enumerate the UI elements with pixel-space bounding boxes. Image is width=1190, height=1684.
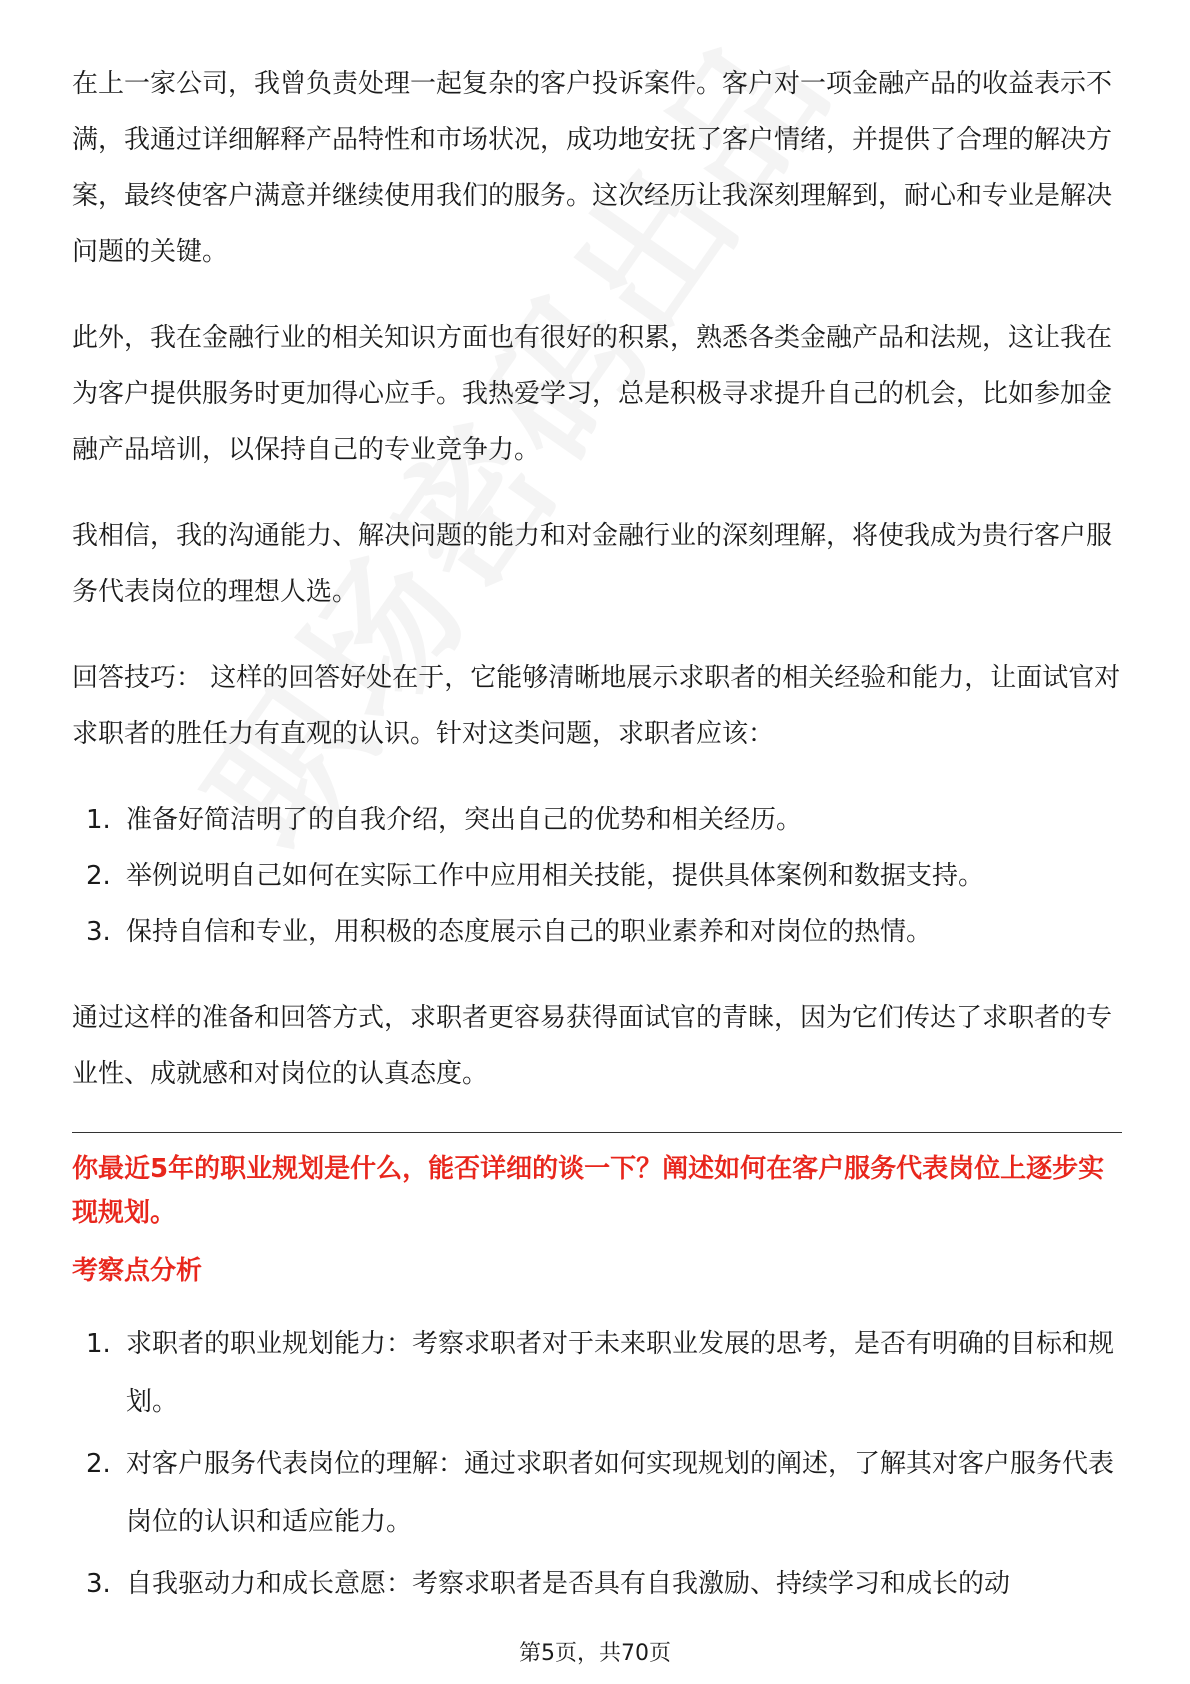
- paragraph: 此外，我在金融行业的相关知识方面也有很好的积累，熟悉各类金融产品和法规，这让我在为客户提供服务时更加得心应手。我热爱学习，总是积极寻求提升自己的机会，比如参加金融产品培训，以保持自己的专业竞争力。: [72, 323, 1113, 465]
- analysis-heading: 考察点分析: [72, 1256, 203, 1286]
- interview-question: 你最近5年的职业规划是什么，能否详细的谈一下？阐述如何在客户服务代表岗位上逐步实现规划。: [72, 1154, 1105, 1228]
- list-number: 1.: [86, 805, 111, 835]
- list-number: 1.: [86, 1329, 111, 1359]
- answer-tips-intro: 回答技巧： 这样的回答好处在于，它能够清晰地展示求职者的相关经验和能力，让面试官对求职者的胜任力有直观的认识。针对这类问题，求职者应该：: [72, 663, 1121, 749]
- list-item: [72, 792, 1122, 848]
- tips-list: [72, 792, 1122, 960]
- list-item: [72, 1315, 1122, 1431]
- list-item: [72, 1435, 1122, 1551]
- list-item-text: 求职者的职业规划能力：考察求职者对于未来职业发展的思考，是否有明确的目标和规划。: [126, 1329, 1115, 1417]
- section-divider: [72, 1132, 1122, 1133]
- analysis-list: [72, 1315, 1122, 1613]
- list-item: [72, 1555, 1122, 1613]
- list-number: 3.: [86, 917, 111, 947]
- list-item: [72, 848, 1122, 904]
- closing-paragraph: 通过这样的准备和回答方式，求职者更容易获得面试官的青睐，因为它们传达了求职者的专业性、成就感和对岗位的认真态度。: [72, 1003, 1113, 1089]
- list-number: 2.: [86, 1449, 111, 1479]
- list-item-text: 自我驱动力和成长意愿：考察求职者是否具有自我激励、持续学习和成长的动: [126, 1569, 1011, 1599]
- page-content: [72, 56, 1122, 1643]
- list-item: [72, 904, 1122, 960]
- list-number: 2.: [86, 861, 111, 891]
- list-item-text: 准备好简洁明了的自我介绍，突出自己的优势和相关经历。: [126, 805, 803, 835]
- paragraph: 在上一家公司，我曾负责处理一起复杂的客户投诉案件。客户对一项金融产品的收益表示不满，我通过详细解释产品特性和市场状况，成功地安抚了客户情绪，并提供了合理的解决方案，最终使客户满意并继续使用我们的服务。这次经历让我深刻理解到，耐心和专业是解决问题的关键。: [72, 69, 1113, 267]
- paragraph: 我相信，我的沟通能力、解决问题的能力和对金融行业的深刻理解，将使我成为贵行客户服务代表岗位的理想人选。: [72, 521, 1113, 607]
- list-item-text: 举例说明自己如何在实际工作中应用相关技能，提供具体案例和数据支持。: [126, 861, 985, 891]
- list-number: 3.: [86, 1569, 111, 1599]
- list-item-text: 对客户服务代表岗位的理解：通过求职者如何实现规划的阐述，了解其对客户服务代表岗位的认识和适应能力。: [126, 1449, 1115, 1537]
- page-number: 第5页，共70页: [519, 1641, 671, 1666]
- list-item-text: 保持自信和专业，用积极的态度展示自己的职业素养和对岗位的热情。: [126, 917, 933, 947]
